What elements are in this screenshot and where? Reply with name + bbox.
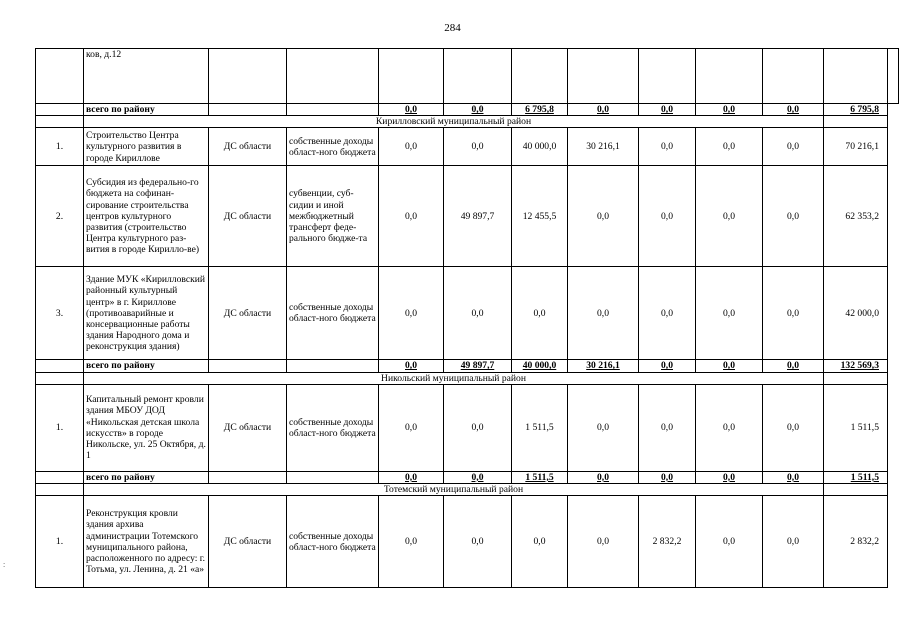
- year-value: [763, 49, 824, 104]
- blank-cell: [287, 360, 379, 372]
- blank-cell: [36, 104, 84, 116]
- year-value: 0,0: [763, 104, 824, 116]
- row-number: 2.: [36, 166, 84, 267]
- year-value: 0,0: [639, 166, 696, 267]
- funding-source: [287, 49, 379, 104]
- blank-cell: [36, 360, 84, 372]
- district-name: Тотемский муниципальный район: [84, 484, 824, 496]
- year-value: 0,0: [639, 360, 696, 372]
- district-total-row: [36, 104, 899, 116]
- year-value: 0,0: [444, 104, 512, 116]
- project-row: [36, 128, 899, 166]
- year-value: 0,0: [696, 496, 763, 588]
- row-number: 1.: [36, 128, 84, 166]
- project-name: Капитальный ремонт кровли здания МБОУ ДОД «Никольская детская школа искусств» в городе Никольске, ул. 25 Октября, д. 1: [84, 384, 209, 471]
- year-value: [379, 49, 444, 104]
- year-value: 0,0: [379, 267, 444, 360]
- project-row: [36, 267, 899, 360]
- margin-mark: :: [3, 560, 6, 569]
- customer: ДС области: [209, 128, 287, 166]
- year-value: 0,0: [696, 128, 763, 166]
- funding-source: субвенции, суб-сидии и иной межбюджетный трансферт феде-рального бюдже-та: [287, 166, 379, 267]
- year-value: [512, 49, 568, 104]
- row-number: 1.: [36, 496, 84, 588]
- year-value: 0,0: [444, 384, 512, 471]
- customer: ДС области: [209, 166, 287, 267]
- year-value: 40 000,0: [512, 128, 568, 166]
- customer: ДС области: [209, 384, 287, 471]
- year-value: 0,0: [639, 128, 696, 166]
- district-header-row: [36, 116, 899, 128]
- row-number: [36, 49, 84, 104]
- blank-cell: [824, 372, 888, 384]
- year-value: 0,0: [639, 267, 696, 360]
- year-value: 0,0: [696, 360, 763, 372]
- year-value: 0,0: [512, 496, 568, 588]
- project-row: [36, 496, 899, 588]
- row-number: 3.: [36, 267, 84, 360]
- blank-cell: [287, 471, 379, 483]
- row-total: 132 569,3: [824, 360, 888, 372]
- year-value: [824, 49, 888, 104]
- year-value: 0,0: [696, 104, 763, 116]
- year-value: 0,0: [512, 267, 568, 360]
- year-value: 2 832,2: [639, 496, 696, 588]
- year-value: 0,0: [763, 360, 824, 372]
- district-name: Кирилловский муниципальный район: [84, 116, 824, 128]
- blank-cell: [824, 484, 888, 496]
- blank-cell: [287, 104, 379, 116]
- district-total-row: [36, 471, 899, 483]
- funding-source: собственные доходы област-ного бюджета: [287, 384, 379, 471]
- funding-source: собственные доходы област-ного бюджета: [287, 496, 379, 588]
- district-total-row: [36, 360, 899, 372]
- year-value: 0,0: [568, 104, 639, 116]
- total-label: всего по району: [84, 104, 209, 116]
- project-name: ков, д.12: [84, 49, 209, 104]
- blank-cell: [36, 372, 84, 384]
- blank-cell: [209, 360, 287, 372]
- customer: [209, 49, 287, 104]
- year-value: 30 216,1: [568, 128, 639, 166]
- row-total: 6 795,8: [824, 104, 888, 116]
- blank-cell: [36, 484, 84, 496]
- blank-cell: [209, 471, 287, 483]
- year-value: 0,0: [639, 104, 696, 116]
- row-total: 1 511,5: [824, 471, 888, 483]
- blank-cell: [36, 116, 84, 128]
- year-value: 0,0: [379, 496, 444, 588]
- blank-cell: [36, 471, 84, 483]
- project-row: [36, 384, 899, 471]
- district-name: Никольский муниципальный район: [84, 372, 824, 384]
- year-value: 0,0: [568, 384, 639, 471]
- year-value: 0,0: [379, 360, 444, 372]
- year-value: 0,0: [568, 166, 639, 267]
- year-value: 0,0: [444, 128, 512, 166]
- year-value: [444, 49, 512, 104]
- year-value: [639, 49, 696, 104]
- funding-source: собственные доходы област-ного бюджета: [287, 128, 379, 166]
- year-value: 0,0: [444, 267, 512, 360]
- year-value: 40 000,0: [512, 360, 568, 372]
- year-value: 0,0: [763, 128, 824, 166]
- project-row: [36, 166, 899, 267]
- row-total: 62 353,2: [824, 166, 888, 267]
- year-value: 0,0: [696, 384, 763, 471]
- year-value: 49 897,7: [444, 360, 512, 372]
- year-value: [696, 49, 763, 104]
- year-value: 30 216,1: [568, 360, 639, 372]
- project-name: Субсидия из федерально-го бюджета на софинан-сирование строительства центров культурного развития (строительство Центра культурного раз-вития в городе Кирилло-ве): [84, 166, 209, 267]
- year-value: 49 897,7: [444, 166, 512, 267]
- project-name: Строительство Центра культурного развития в городе Кириллове: [84, 128, 209, 166]
- year-value: 0,0: [444, 471, 512, 483]
- year-value: 0,0: [639, 471, 696, 483]
- year-value: 0,0: [379, 384, 444, 471]
- total-label: всего по району: [84, 360, 209, 372]
- row-total: [888, 49, 899, 104]
- funding-source: собственные доходы област-ного бюджета: [287, 267, 379, 360]
- year-value: 0,0: [639, 384, 696, 471]
- year-value: 0,0: [568, 496, 639, 588]
- year-value: 12 455,5: [512, 166, 568, 267]
- row-total: 70 216,1: [824, 128, 888, 166]
- blank-cell: [824, 116, 888, 128]
- year-value: 0,0: [379, 166, 444, 267]
- year-value: 0,0: [763, 166, 824, 267]
- project-row: [36, 49, 899, 104]
- year-value: [568, 49, 639, 104]
- blank-cell: [209, 104, 287, 116]
- year-value: 0,0: [379, 104, 444, 116]
- row-number: 1.: [36, 384, 84, 471]
- year-value: 0,0: [763, 471, 824, 483]
- page-number: 284: [444, 22, 461, 34]
- row-total: 42 000,0: [824, 267, 888, 360]
- total-label: всего по району: [84, 471, 209, 483]
- row-total: 2 832,2: [824, 496, 888, 588]
- year-value: 1 511,5: [512, 384, 568, 471]
- row-total: 1 511,5: [824, 384, 888, 471]
- customer: ДС области: [209, 267, 287, 360]
- year-value: 0,0: [568, 267, 639, 360]
- year-value: 0,0: [379, 471, 444, 483]
- year-value: 0,0: [444, 496, 512, 588]
- district-header-row: [36, 372, 899, 384]
- year-value: 6 795,8: [512, 104, 568, 116]
- year-value: 1 511,5: [512, 471, 568, 483]
- year-value: 0,0: [696, 267, 763, 360]
- year-value: 0,0: [696, 471, 763, 483]
- customer: ДС области: [209, 496, 287, 588]
- year-value: 0,0: [696, 166, 763, 267]
- year-value: 0,0: [763, 496, 824, 588]
- year-value: 0,0: [763, 267, 824, 360]
- project-name: Реконструкция кровли здания архива администрации Тотемского муниципального района, расположенного по адресу: г. Тотьма, ул. Ленина, д. 21 «а»: [84, 496, 209, 588]
- year-value: 0,0: [763, 384, 824, 471]
- project-name: Здание МУК «Кирилловский районный культурный центр» в г. Кириллове (противоаварийные и консервационные работы здания Народного дома и реконструкция здания): [84, 267, 209, 360]
- district-header-row: [36, 484, 899, 496]
- year-value: 0,0: [568, 471, 639, 483]
- year-value: 0,0: [379, 128, 444, 166]
- budget-table: [35, 48, 899, 588]
